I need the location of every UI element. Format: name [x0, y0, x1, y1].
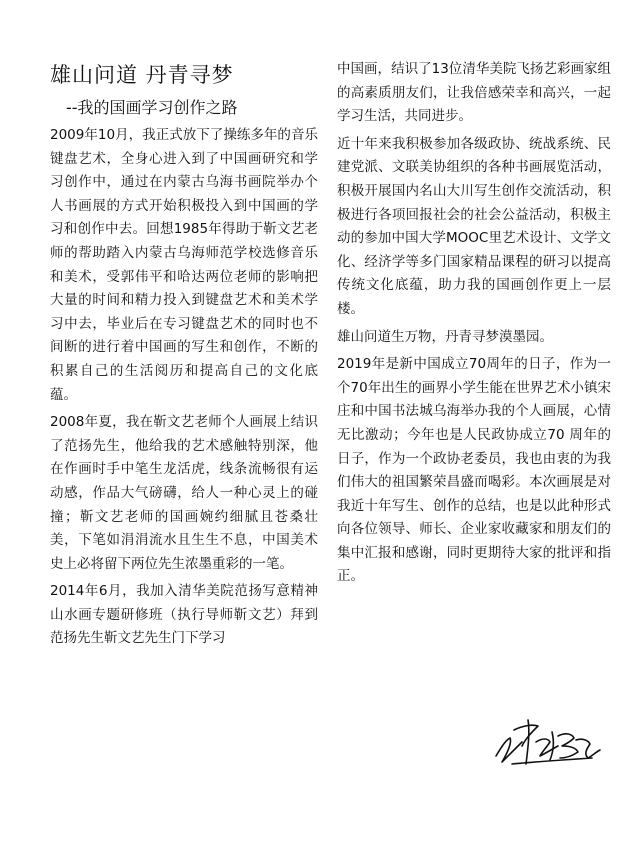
- paragraph-continued: 中国画，结识了13位清华美院飞扬艺彩画家组的高素质朋友们，让我倍感荣幸和高兴，一起学习生活，共同进步。: [337, 61, 611, 125]
- handwritten-signature: [492, 712, 610, 774]
- paragraph-activities: 近十年来我积极参加各级政协、统战系统、民建党派、文联美协组织的各种书画展览活动，积极开展国内名山大川写生创作交流活动，积极进行各项回报社会的社会公益活动，积极主动的参加中国大学MOOC里艺术设计、文学文化、经济学等多门国家精品课程的研习以提高传统文化底蕴，助力我的国画创作更上一层楼。: [337, 135, 611, 317]
- left-column: [50, 58, 318, 655]
- right-column: [337, 58, 611, 593]
- paragraph-2009: 2009年10月，我正式放下了操练多年的音乐键盘艺术，全身心进入到了中国画研究和学习创作中，通过在内蒙古乌海书画院举办个人书画展的方式开始积极投入到中国画的学习和创作中去。回想1985年得助于靳文艺老师的帮助踏入内蒙古乌海师范学校选修音乐和美术，受郭伟平和哈达两位老师的影响把大量的时间和精力投入到键盘艺术和美术学习中去，毕业后在专习键盘艺术的同时也不间断的进行着中国画的写生和创作，不断的积累自己的生活阅历和提高自己的文化底蕴。: [50, 127, 318, 403]
- paragraph-2014: 2014年6月，我加入清华美院范扬写意精神山水画专题研修班（执行导师靳文艺）拜到范扬先生靳文艺先生门下学习: [50, 583, 318, 647]
- paragraph-2008: 2008年夏，我在靳文艺老师个人画展上结识了范扬先生，他给我的艺术感触特别深，他在作画时手中笔生龙活虎，线条流畅很有运动感，作品大气磅礴，给人一种心灵上的碰撞；靳文艺老师的国画婉约细腻且苍桑壮美，下笔如涓涓流水且生生不息，中国美术史上必将留下两位先生浓墨重彩的一笔。: [50, 414, 318, 572]
- paragraph-motto: 雄山问道生万物，丹青寻梦漠墨园。: [337, 328, 553, 345]
- paragraph-2019: 2019年是新中国成立70周年的日子，作为一个70年出生的画界小学生能在世界艺术小镇宋庄和中国书法城乌海举办我的个人画展，心情无比激动；今年也是人民政协成立70 周年的日子，作为一个政协老委员，我也由衷的为我们伟大的祖国繁荣昌盛而喝彩。本次画展是对我近十年写生、创作的总结，也是以此种形式向各位领导、师长、企业家收藏家和朋友们的集中汇报和感谢，同时更期待大家的批评和指正。: [337, 356, 611, 585]
- article-subtitle: --我的国画学习创作之路: [66, 98, 238, 117]
- article-title: 雄山问道 丹青寻梦: [50, 63, 234, 87]
